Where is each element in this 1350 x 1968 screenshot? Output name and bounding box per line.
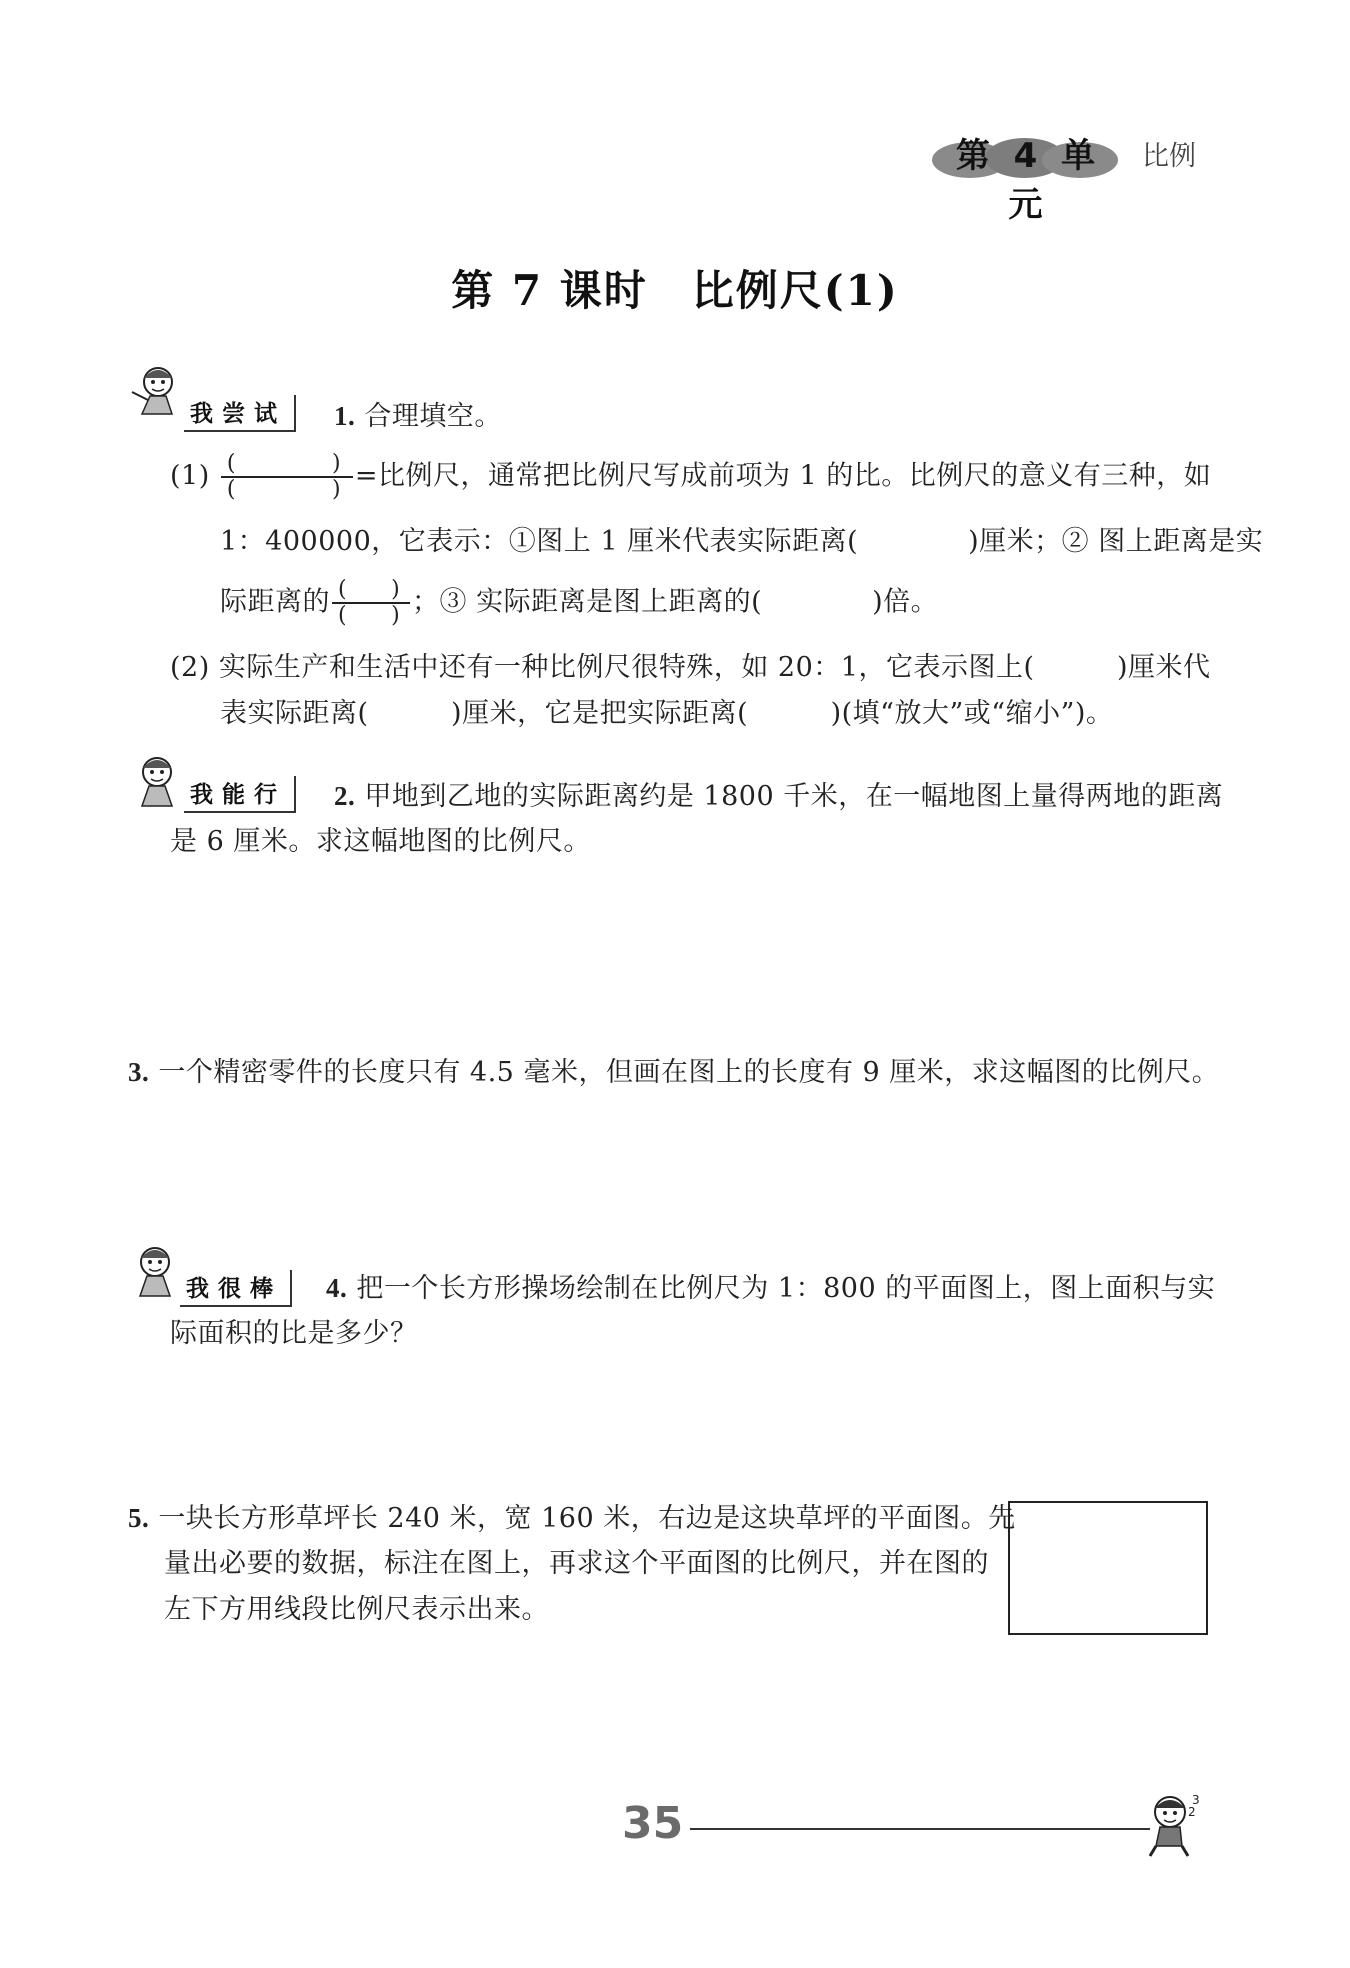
question-2-line2: 是 6 厘米。求这幅地图的比例尺。 bbox=[170, 826, 591, 857]
section-badge-great: 我很棒 bbox=[180, 1270, 292, 1307]
question-1-number: 1. bbox=[334, 401, 356, 431]
fraction-blank-ratio[interactable]: $\frac{( )}{( )}$ bbox=[332, 578, 410, 628]
question-2-number: 2. bbox=[334, 781, 356, 811]
question-5-line2: 量出必要的数据，标注在图上，再求这个平面图的比例尺，并在图的 bbox=[164, 1548, 989, 1579]
question-5-text-1: 一块长方形草坪长 240 米，宽 160 米，右边是这块草坪的平面图。先 bbox=[158, 1503, 1016, 1534]
question-2-text-1: 甲地到乙地的实际距离约是 1800 千米，在一幅地图上量得两地的距离 bbox=[364, 781, 1224, 812]
q1-part1-line2: 1：400000，它表示：①图上 1 厘米代表实际距离( )厘米；② 图上距离是实 bbox=[220, 526, 1264, 557]
question-3-number: 3. bbox=[128, 1057, 150, 1087]
q1-part1-line1-text: =比例尺，通常把比例尺写成前项为 1 的比。比例尺的意义有三种，如 bbox=[354, 460, 1212, 492]
svg-text:3: 3 bbox=[1192, 1793, 1200, 1807]
question-1-stem bbox=[334, 394, 502, 439]
page-number: 35 bbox=[622, 1798, 684, 1849]
unit-banner bbox=[930, 128, 1120, 225]
fraction-blank-scale[interactable]: $\frac{( )}{( )}$ bbox=[221, 452, 353, 502]
q1-part1-line1 bbox=[170, 452, 1211, 502]
girl-mascot-icon bbox=[128, 362, 186, 424]
section-badge-try: 我尝试 bbox=[184, 395, 296, 432]
lesson-title: 第 7 课时 比例尺(1) bbox=[451, 266, 899, 315]
q1-part1-label: (1) bbox=[170, 460, 210, 492]
q1-part1-line3-post: ；③ 实际距离是图上距离的( )倍。 bbox=[412, 586, 939, 618]
question-5-line3: 左下方用线段比例尺表示出来。 bbox=[164, 1594, 549, 1625]
question-5-line1 bbox=[128, 1496, 1016, 1541]
footer-rule bbox=[690, 1828, 1150, 1830]
question-4-line2: 际面积的比是多少？ bbox=[170, 1318, 418, 1349]
question-2-line1 bbox=[334, 774, 1223, 819]
question-5-number: 5. bbox=[128, 1503, 150, 1533]
girl-mascot-icon bbox=[128, 1242, 182, 1304]
unit-subtitle: 比例 bbox=[1142, 141, 1196, 172]
question-4-number: 4. bbox=[326, 1273, 348, 1303]
q1-part2-line2: 表实际距离( )厘米，它是把实际距离( )(填“放大”或“缩小”)。 bbox=[220, 698, 1114, 729]
question-3 bbox=[128, 1050, 1219, 1095]
question-4-line1 bbox=[326, 1266, 1215, 1311]
question-1-text: 合理填空。 bbox=[364, 401, 502, 432]
boy-mascot-icon bbox=[1140, 1790, 1210, 1860]
girl-mascot-icon bbox=[130, 752, 184, 814]
lawn-plan-rectangle[interactable] bbox=[1008, 1501, 1208, 1635]
q1-part2-line1: (2) 实际生产和生活中还有一种比例尺很特殊，如 20：1，它表示图上( )厘米代 bbox=[170, 652, 1211, 683]
unit-label: 第 4 单元 bbox=[955, 136, 1102, 225]
q1-part1-line3 bbox=[220, 578, 938, 628]
svg-text:2: 2 bbox=[1188, 1805, 1196, 1819]
question-4-text-1: 把一个长方形操场绘制在比例尺为 1：800 的平面图上，图上面积与实 bbox=[356, 1273, 1216, 1304]
section-badge-can: 我能行 bbox=[184, 776, 296, 813]
q1-part1-line3-pre: 际距离的 bbox=[220, 586, 330, 618]
question-3-text: 一个精密零件的长度只有 4.5 毫米，但画在图上的长度有 9 厘米，求这幅图的比例尺。 bbox=[158, 1057, 1220, 1088]
